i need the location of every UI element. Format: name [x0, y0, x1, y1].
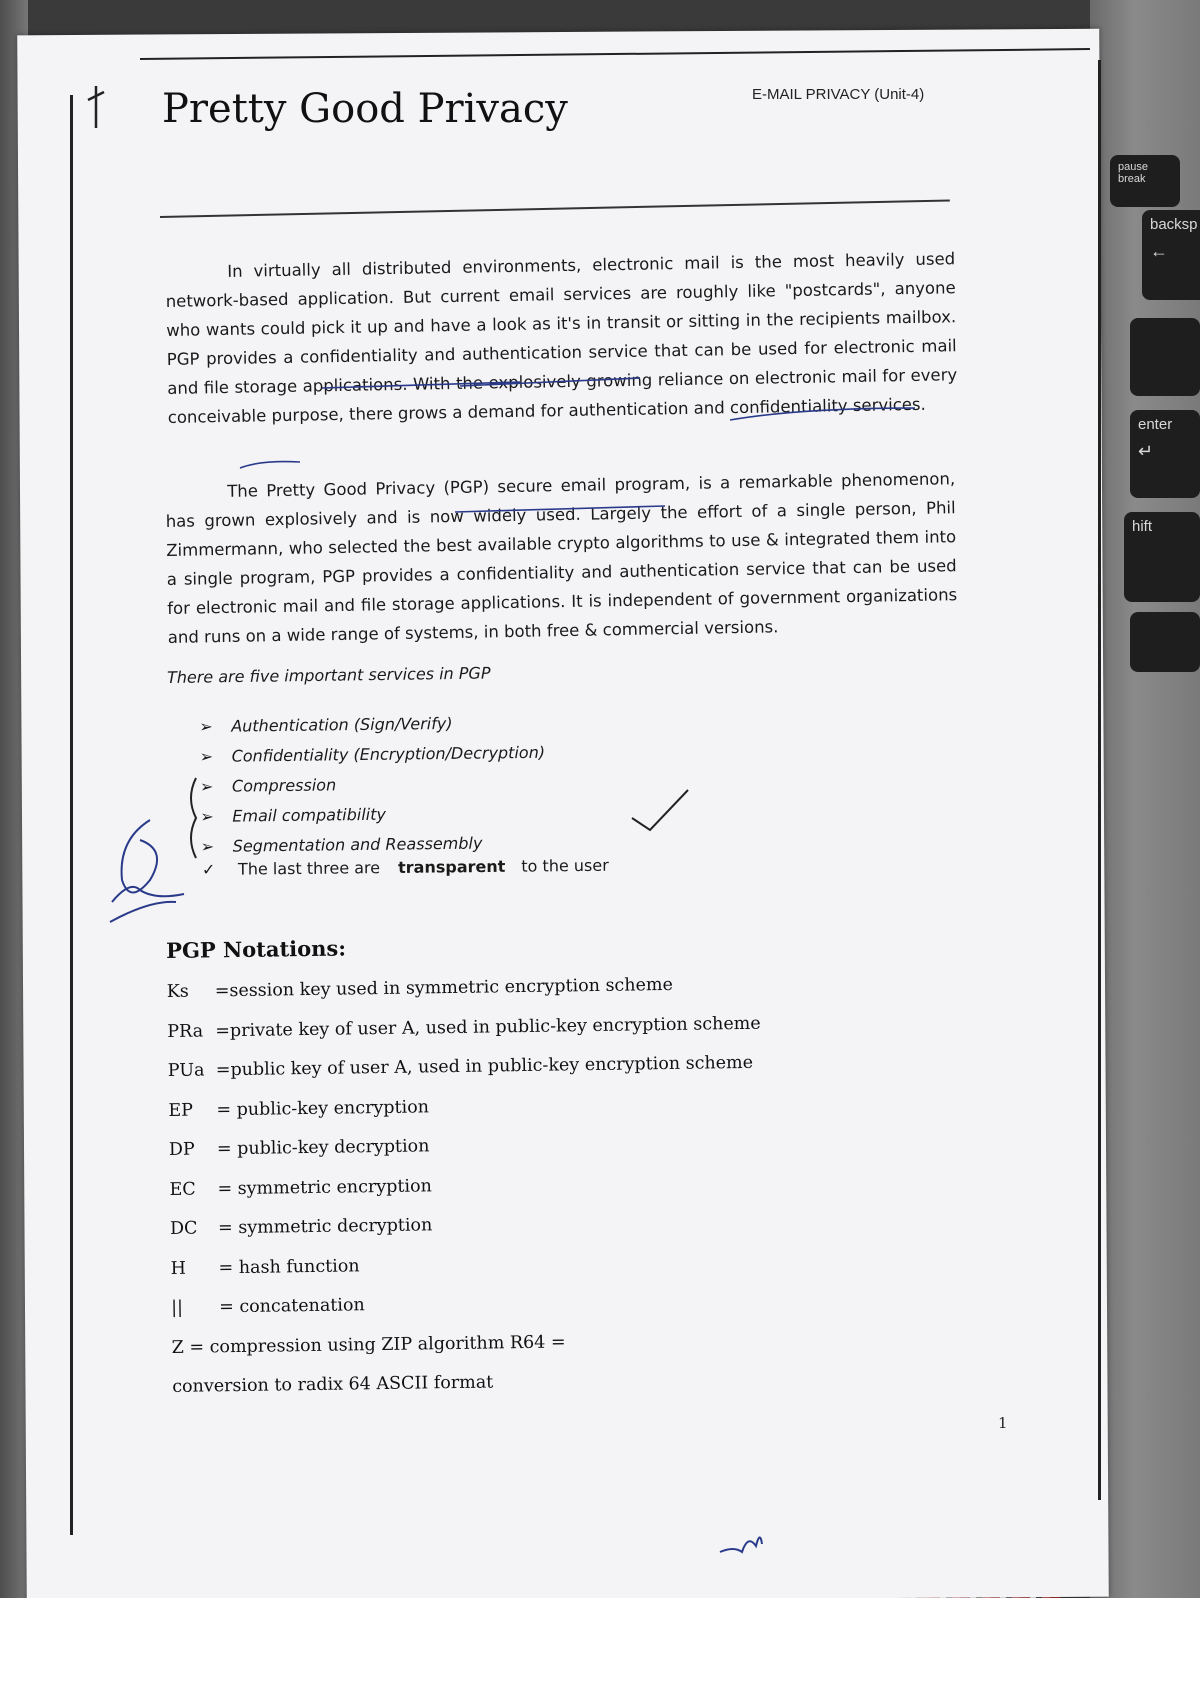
service-label: Confidentiality (Encryption/Decryption) [231, 742, 546, 766]
key-shift [1124, 512, 1200, 602]
notation-text: =private key of user A, used in public-key encryption scheme [215, 1013, 761, 1041]
notation-symbol: H [170, 1258, 187, 1279]
unit-label: E-MAIL PRIVACY (Unit-4) [752, 86, 925, 103]
key-enter [1130, 410, 1200, 498]
notation-symbol: EC [169, 1179, 196, 1200]
service-label: Compression [231, 775, 337, 796]
left-arrow-icon: ← [1150, 241, 1168, 261]
notations-section [166, 930, 766, 1408]
paragraph-intro [165, 244, 958, 432]
page-title: Pretty Good Privacy [162, 86, 568, 132]
notation-symbol: DC [169, 1218, 198, 1239]
paragraph-intro-text: In virtually all distributed environments, electronic mail is the most heavily used network-based application. But current email services are roughly like "postcards", anyone who wants could pick it up and have a look as it's in transit or sitting in the recipients mailbox. PGP provides a confidentiality and authentication service that can be used for electronic mail and file storage applications. With the explosively growing reliance on electronic mail for every conceivable purpose, there grows a demand for authentication and confidentiality services. [165, 249, 958, 427]
services-list [199, 708, 546, 862]
notation-text: = public-key decryption [216, 1136, 430, 1160]
notation-text: = symmetric decryption [217, 1215, 433, 1239]
arrow-bullet-icon: ➢ [199, 776, 214, 796]
page-border-left [70, 95, 73, 1535]
notation-symbol: DP [168, 1139, 195, 1160]
note-after: to the user [521, 855, 609, 876]
notation-symbol: || [171, 1297, 184, 1318]
note-emphasis: transparent [397, 856, 506, 877]
key-shift-label: hift [1132, 518, 1153, 535]
service-label: Segmentation and Reassembly [232, 833, 483, 856]
return-arrow-icon: ↵ [1138, 441, 1154, 461]
paragraph-indent [165, 277, 227, 278]
list-item [200, 768, 546, 802]
key-pause-label: pause [1118, 161, 1148, 173]
key-enter-label: enter [1138, 416, 1173, 433]
services-intro: There are five important services in PGP [166, 663, 491, 687]
notations-heading: PGP Notations: [166, 935, 347, 963]
notation-row [168, 1044, 762, 1092]
key-backspace [1142, 210, 1200, 300]
list-item [199, 738, 545, 772]
key-lower [1130, 612, 1200, 672]
service-label: Authentication (Sign/Verify) [231, 713, 453, 736]
key-break-label: break [1118, 173, 1146, 185]
list-item [200, 798, 546, 832]
list-item [199, 708, 545, 742]
paragraph-history-text: The Pretty Good Privacy (PGP) secure email program, is a remarkable phenomenon, has grown explosively and is now widely used. Largely the effort of a single person, Phil Zimmermann, who selected the best available crypto algorithms to use & integrated them into a single program, PGP provides a confidentiality and authentication service that can be used for electronic mail and file storage applications. It is independent of government organizations and runs on a wide range of systems, in both free & commercial versions. [165, 469, 958, 647]
notation-text: conversion to radix 64 ASCII format [172, 1372, 494, 1397]
key-backspace-label: backsp [1150, 216, 1198, 233]
key-void [1130, 318, 1200, 396]
notation-text: = hash function [218, 1255, 360, 1278]
notation-symbol: EP [168, 1100, 194, 1121]
key-pause [1110, 155, 1180, 207]
notation-text: Z = compression using ZIP algorithm R64 = [171, 1331, 566, 1358]
notation-text: =public key of user A, used in public-key encryption scheme [215, 1052, 754, 1081]
notation-text: =session key used in symmetric encryption scheme [214, 974, 674, 1002]
notation-symbol: PUa [167, 1060, 205, 1081]
paragraph-history [165, 464, 958, 652]
notation-text: = concatenation [219, 1295, 365, 1318]
notation-symbol: Ks [166, 981, 189, 1002]
arrow-bullet-icon: ➢ [199, 746, 214, 767]
page-border-right [1098, 60, 1101, 1500]
arrow-bullet-icon: ➢ [200, 836, 215, 856]
notation-row [172, 1360, 766, 1408]
check-mark-icon: ✓ [201, 859, 216, 879]
page-number: 1 [998, 1414, 1008, 1432]
note-before: The last three are [237, 858, 381, 879]
arrow-bullet-icon: ➢ [200, 806, 214, 826]
notation-text: = symmetric encryption [217, 1175, 432, 1199]
notation-text: = public-key encryption [216, 1096, 430, 1120]
service-label: Email compatibility [232, 804, 387, 826]
notation-symbol: PRa [167, 1020, 204, 1042]
arrow-bullet-icon: ➢ [199, 716, 213, 737]
paragraph-indent [165, 497, 227, 498]
